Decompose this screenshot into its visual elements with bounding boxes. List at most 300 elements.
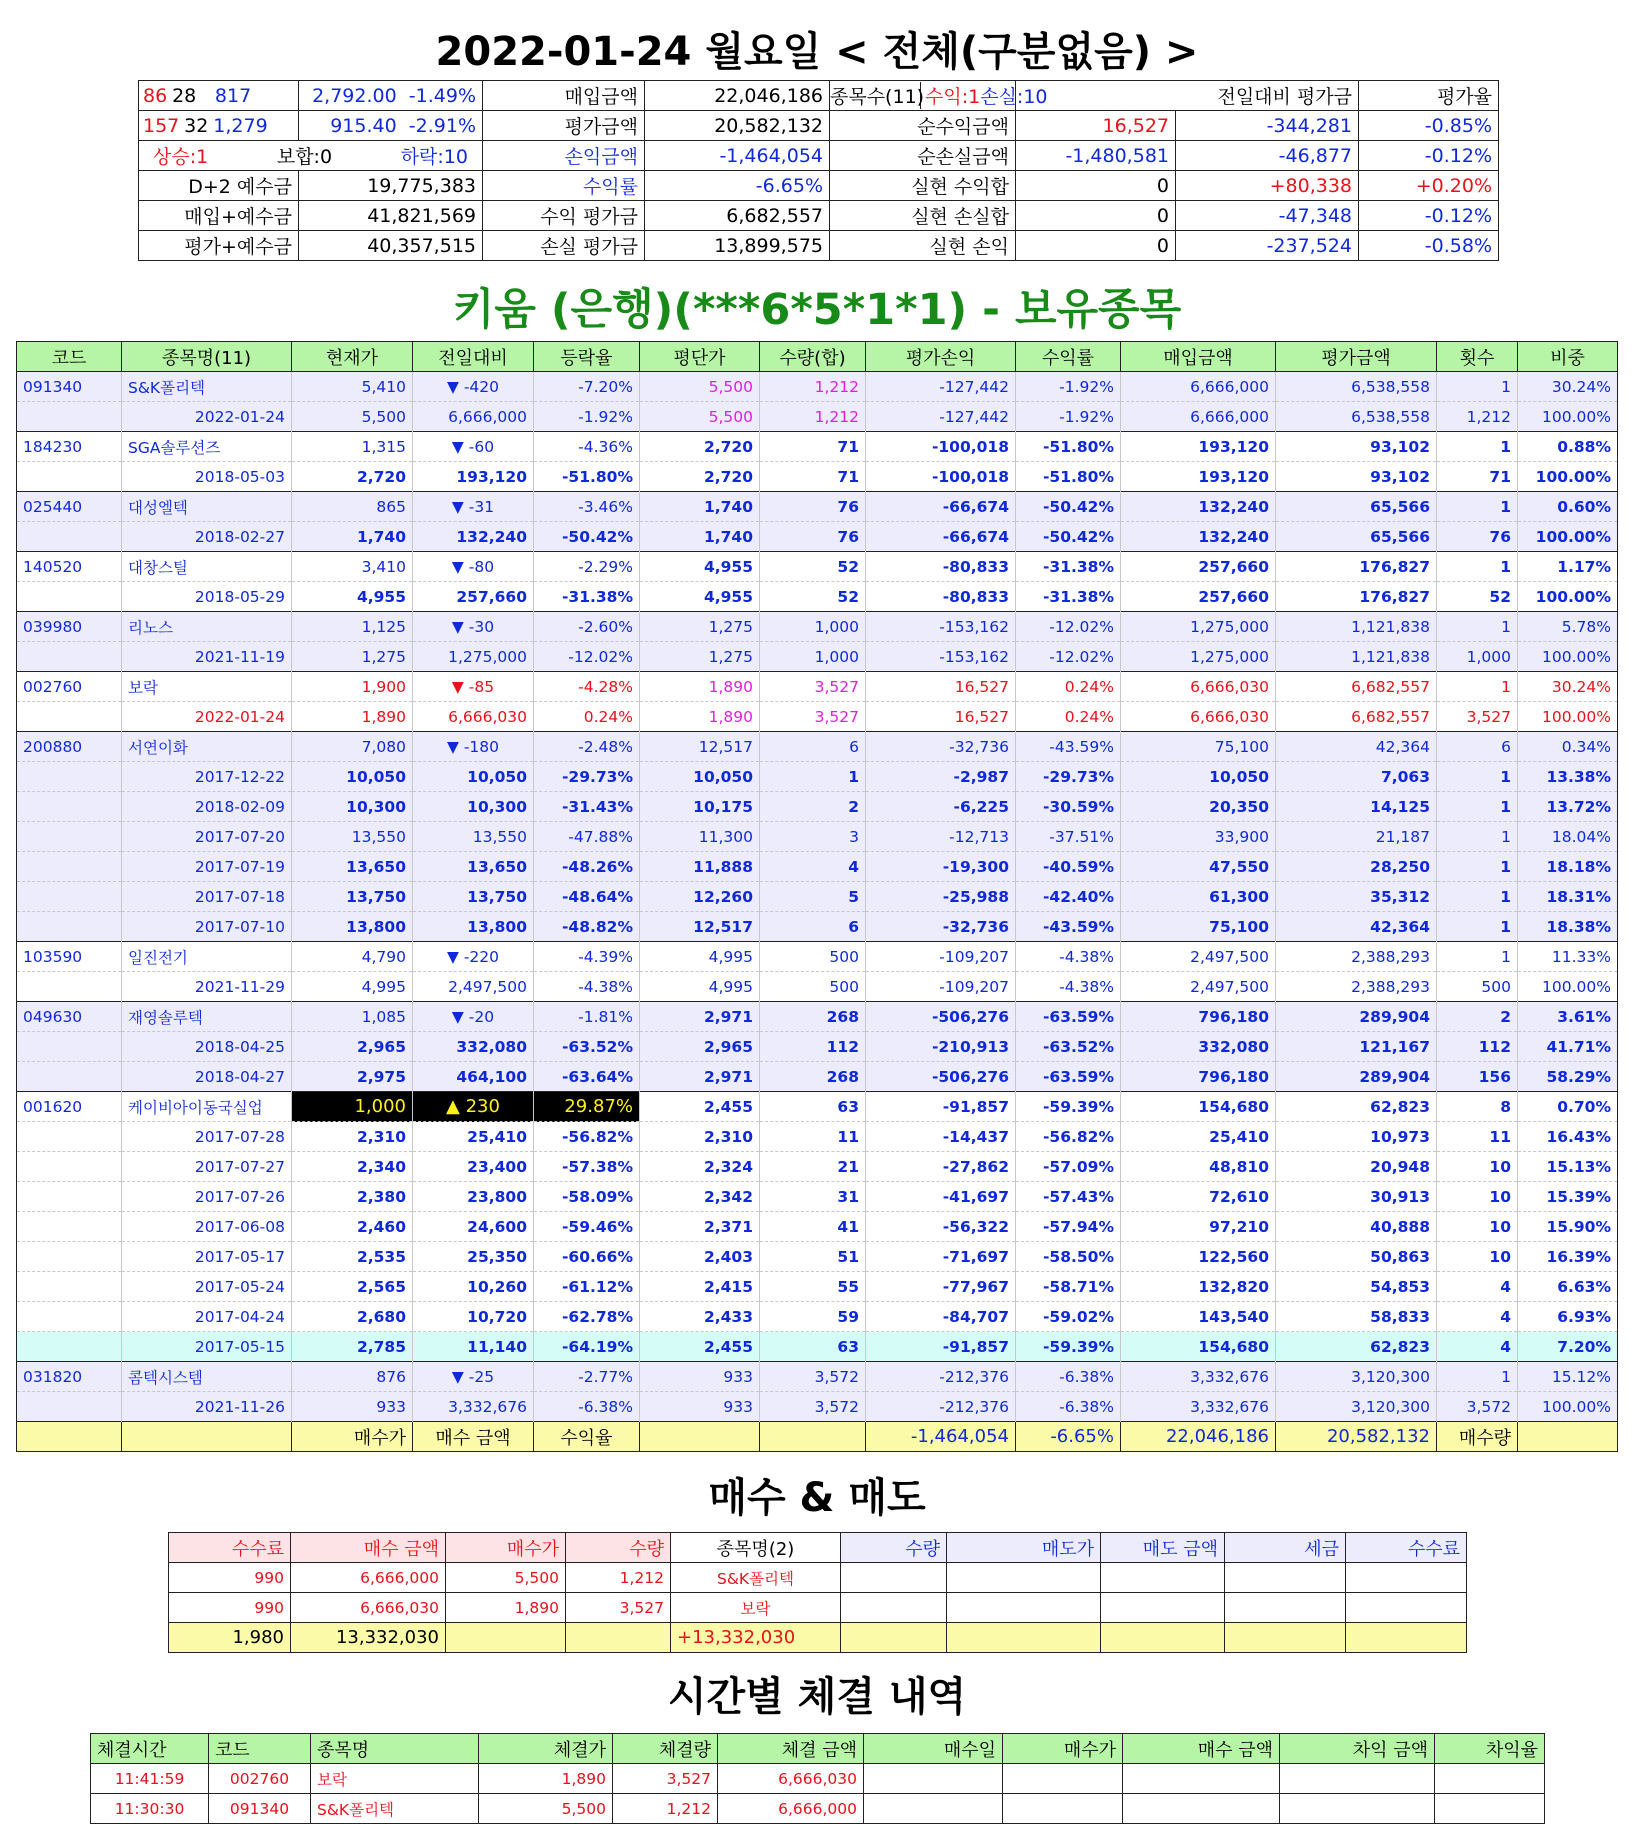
value: 40,357,515 xyxy=(299,231,483,261)
footer-cell xyxy=(566,1623,671,1653)
cell: 52 xyxy=(760,582,866,612)
footer-cell: -6.65% xyxy=(1016,1422,1121,1452)
cell: -4.38% xyxy=(534,972,640,1002)
cell: -77,967 xyxy=(866,1272,1016,1302)
column-header: 평가금액 xyxy=(1276,342,1437,372)
holding-row xyxy=(17,1062,1618,1092)
cell: 24,600 xyxy=(413,1212,534,1242)
cell: -71,697 xyxy=(866,1242,1016,1272)
cell: 51 xyxy=(760,1242,866,1272)
cell: 2,565 xyxy=(292,1272,413,1302)
holding-row xyxy=(17,1122,1618,1152)
cell: 1 xyxy=(1437,672,1518,702)
cell: 257,660 xyxy=(413,582,534,612)
cell: -29.73% xyxy=(1016,762,1121,792)
cell: 11 xyxy=(760,1122,866,1152)
cell: 11,888 xyxy=(640,852,760,882)
holding-row xyxy=(17,762,1618,792)
cell: 1,275 xyxy=(292,642,413,672)
cell: 76 xyxy=(760,492,866,522)
column-header: 체결량 xyxy=(613,1734,718,1764)
cell: -56.82% xyxy=(534,1122,640,1152)
buy-date: 2018-05-29 xyxy=(122,582,292,612)
buy-date: 2021-11-19 xyxy=(122,642,292,672)
cell: 8 xyxy=(1437,1092,1518,1122)
cell: 5,500 xyxy=(640,402,760,432)
cell: -63.52% xyxy=(1016,1032,1121,1062)
stock-code xyxy=(17,1332,122,1362)
holding-row xyxy=(17,372,1618,402)
cell: 933 xyxy=(640,1362,760,1392)
cell: -63.59% xyxy=(1016,1002,1121,1032)
cell: -40.59% xyxy=(1016,852,1121,882)
cell: 1 xyxy=(1437,792,1518,822)
trade-row xyxy=(169,1563,1467,1593)
cell: 1 xyxy=(1437,1362,1518,1392)
cell: 40,888 xyxy=(1276,1212,1437,1242)
label: 손실 평가금 xyxy=(483,231,645,261)
trade-footer-row xyxy=(169,1623,1467,1653)
buy-date: 2021-11-26 xyxy=(122,1392,292,1422)
column-header: 현재가 xyxy=(292,342,413,372)
cell: 10,720 xyxy=(413,1302,534,1332)
cell: -48.82% xyxy=(534,912,640,942)
stock-code xyxy=(17,582,122,612)
cell: 122,560 xyxy=(1121,1242,1276,1272)
cell: -50.42% xyxy=(1016,492,1121,522)
label: 전일대비 평가금 xyxy=(1016,81,1359,111)
cell: 2,720 xyxy=(292,462,413,492)
cell: -1.92% xyxy=(1016,402,1121,432)
cell: -2.60% xyxy=(534,612,640,642)
cell: -14,437 xyxy=(866,1122,1016,1152)
cell: -4.39% xyxy=(534,942,640,972)
cell: -506,276 xyxy=(866,1062,1016,1092)
footer-cell: 매수량 xyxy=(1437,1422,1518,1452)
cell: -4.38% xyxy=(1016,972,1121,1002)
cell: 13,750 xyxy=(413,882,534,912)
footer-cell xyxy=(1101,1623,1225,1653)
cell: 1,890 xyxy=(640,702,760,732)
cell: 50,863 xyxy=(1276,1242,1437,1272)
cell: 1.17% xyxy=(1518,552,1618,582)
cell: 15.12% xyxy=(1518,1362,1618,1392)
stock-code xyxy=(17,402,122,432)
cell: 18.38% xyxy=(1518,912,1618,942)
cell: 3 xyxy=(760,822,866,852)
cell: 6.63% xyxy=(1518,1272,1618,1302)
column-header: 수량 xyxy=(566,1533,671,1563)
stock-code: 103590 xyxy=(17,942,122,972)
cell: 091340 xyxy=(209,1794,311,1824)
cell: 154,680 xyxy=(1121,1332,1276,1362)
cell: -212,376 xyxy=(866,1362,1016,1392)
cell: 1,212 xyxy=(613,1794,718,1824)
cell: 13,550 xyxy=(413,822,534,852)
cell: ▼ -20 xyxy=(413,1002,534,1032)
stock-code xyxy=(17,1152,122,1182)
cell: -64.19% xyxy=(534,1332,640,1362)
cell: 62,823 xyxy=(1276,1332,1437,1362)
cell: 1,212 xyxy=(760,402,866,432)
cell: 2,720 xyxy=(640,432,760,462)
cell: -50.42% xyxy=(534,522,640,552)
cell: 2,497,500 xyxy=(1121,942,1276,972)
cell: 93,102 xyxy=(1276,462,1437,492)
cell: 58,833 xyxy=(1276,1302,1437,1332)
cell: -3.46% xyxy=(534,492,640,522)
cell: -61.12% xyxy=(534,1272,640,1302)
cell: 1,890 xyxy=(446,1593,566,1623)
cell: 1,000 xyxy=(1437,642,1518,672)
cell: 3,332,676 xyxy=(413,1392,534,1422)
column-header: 체결시간 xyxy=(91,1734,209,1764)
cell: 10,050 xyxy=(292,762,413,792)
cell: -12.02% xyxy=(1016,642,1121,672)
cell: -50.42% xyxy=(1016,522,1121,552)
value: -1,480,581 xyxy=(1016,141,1176,171)
value: -0.12% xyxy=(1359,201,1499,231)
cell: -7.20% xyxy=(534,372,640,402)
cell: 3,410 xyxy=(292,552,413,582)
cell: 268 xyxy=(760,1002,866,1032)
cell: 3,572 xyxy=(1437,1392,1518,1422)
cell: 2,324 xyxy=(640,1152,760,1182)
cell: 4,995 xyxy=(640,972,760,1002)
cell: 100.00% xyxy=(1518,972,1618,1002)
cell xyxy=(1225,1593,1346,1623)
cell: 12,517 xyxy=(640,912,760,942)
footer-cell xyxy=(1225,1623,1346,1653)
holding-row xyxy=(17,432,1618,462)
holding-row xyxy=(17,1182,1618,1212)
cell: -84,707 xyxy=(866,1302,1016,1332)
cell: ▲ 230 xyxy=(413,1092,534,1122)
cell xyxy=(947,1563,1101,1593)
cell: 16.43% xyxy=(1518,1122,1618,1152)
cell: -59.39% xyxy=(1016,1092,1121,1122)
cell: -37.51% xyxy=(1016,822,1121,852)
footer-cell xyxy=(640,1422,760,1452)
cell: 10,175 xyxy=(640,792,760,822)
stock-code: 001620 xyxy=(17,1092,122,1122)
cell: 10,300 xyxy=(292,792,413,822)
cell xyxy=(1435,1764,1545,1794)
value: -344,281 xyxy=(1176,111,1359,141)
cell: 257,660 xyxy=(1121,582,1276,612)
cell: 47,550 xyxy=(1121,852,1276,882)
value: 41,821,569 xyxy=(299,201,483,231)
cell: 10,973 xyxy=(1276,1122,1437,1152)
footer-cell: 20,582,132 xyxy=(1276,1422,1437,1452)
cell: 1,740 xyxy=(292,522,413,552)
cell: 3,527 xyxy=(1437,702,1518,732)
cell: 6,538,558 xyxy=(1276,402,1437,432)
cell: 2,433 xyxy=(640,1302,760,1332)
cell: -12.02% xyxy=(1016,612,1121,642)
cell: 61,300 xyxy=(1121,882,1276,912)
footer-cell xyxy=(446,1623,566,1653)
footer-cell: 1,980 xyxy=(169,1623,291,1653)
stock-code xyxy=(17,642,122,672)
cell: -51.80% xyxy=(1016,432,1121,462)
column-header: 종목명(2) xyxy=(671,1533,841,1563)
cell: ▼ -85 xyxy=(413,672,534,702)
cell: 464,100 xyxy=(413,1062,534,1092)
cell: -51.80% xyxy=(534,462,640,492)
cell: 4,955 xyxy=(640,552,760,582)
cell: 1 xyxy=(1437,822,1518,852)
value: 0 xyxy=(1016,231,1176,261)
holding-row xyxy=(17,402,1618,432)
cell: 2,785 xyxy=(292,1332,413,1362)
stock-code: 002760 xyxy=(17,672,122,702)
stock-name: 케이비아이동국실업 xyxy=(122,1092,292,1122)
execution-table xyxy=(90,1733,1545,1824)
cell: 18.04% xyxy=(1518,822,1618,852)
cell: 2,720 xyxy=(640,462,760,492)
footer-cell xyxy=(122,1422,292,1452)
stock-code xyxy=(17,972,122,1002)
cell: 6,666,030 xyxy=(1121,672,1276,702)
cell: 2,535 xyxy=(292,1242,413,1272)
cell: 2,415 xyxy=(640,1272,760,1302)
cell: 2,455 xyxy=(640,1092,760,1122)
cell: 29.87% xyxy=(534,1092,640,1122)
cell: -59.39% xyxy=(1016,1332,1121,1362)
cell: -1.81% xyxy=(534,1002,640,1032)
cell: -31.38% xyxy=(1016,552,1121,582)
cell: -59.02% xyxy=(1016,1302,1121,1332)
cell: ▼ -220 xyxy=(413,942,534,972)
stock-code: 031820 xyxy=(17,1362,122,1392)
cell: 1 xyxy=(1437,942,1518,972)
cell: 2,975 xyxy=(292,1062,413,1092)
cell: 121,167 xyxy=(1276,1032,1437,1062)
column-header: 세금 xyxy=(1225,1533,1346,1563)
cell: 41 xyxy=(760,1212,866,1242)
label: 매입금액 xyxy=(483,81,645,111)
cell: 97,210 xyxy=(1121,1212,1276,1242)
cell: 2,342 xyxy=(640,1182,760,1212)
cell: 6,666,030 xyxy=(413,702,534,732)
cell: 63 xyxy=(760,1332,866,1362)
stock-name: SGA솔루션즈 xyxy=(122,432,292,462)
cell: 176,827 xyxy=(1276,582,1437,612)
cell: -58.09% xyxy=(534,1182,640,1212)
cell: 132,240 xyxy=(1121,522,1276,552)
cell: 3,572 xyxy=(760,1392,866,1422)
cell: 76 xyxy=(760,522,866,552)
stock-code xyxy=(17,1032,122,1062)
cell: 52 xyxy=(760,552,866,582)
buy-date: 2021-11-29 xyxy=(122,972,292,1002)
stock-code xyxy=(17,1392,122,1422)
cell: -109,207 xyxy=(866,942,1016,972)
summary-row xyxy=(139,171,1499,201)
cell: -31.38% xyxy=(534,582,640,612)
cell: 5.78% xyxy=(1518,612,1618,642)
cell: 75,100 xyxy=(1121,732,1276,762)
column-header: 횟수 xyxy=(1437,342,1518,372)
cell: 132,820 xyxy=(1121,1272,1276,1302)
cell xyxy=(864,1794,1003,1824)
cell: -12,713 xyxy=(866,822,1016,852)
cell: -2.29% xyxy=(534,552,640,582)
buy-date: 2017-07-27 xyxy=(122,1152,292,1182)
cell: -27,862 xyxy=(866,1152,1016,1182)
cell: 4 xyxy=(1437,1302,1518,1332)
cell: -30.59% xyxy=(1016,792,1121,822)
cell: 6.93% xyxy=(1518,1302,1618,1332)
stock-name: 일진전기 xyxy=(122,942,292,972)
cell: 132,240 xyxy=(413,522,534,552)
trade-row xyxy=(169,1593,1467,1623)
cell: 6,666,000 xyxy=(291,1563,446,1593)
cell: 5 xyxy=(760,882,866,912)
cell: 132,240 xyxy=(1121,492,1276,522)
value: +0.20% xyxy=(1359,171,1499,201)
cell: -127,442 xyxy=(866,402,1016,432)
cell: -4.38% xyxy=(1016,942,1121,972)
cell: 3,527 xyxy=(613,1764,718,1794)
cell: 0.24% xyxy=(1016,672,1121,702)
stock-code xyxy=(17,762,122,792)
summary-row xyxy=(139,141,1499,171)
cell: 3.61% xyxy=(1518,1002,1618,1032)
cell: 6,666,030 xyxy=(718,1764,864,1794)
stock-code xyxy=(17,882,122,912)
footer-cell: 13,332,030 xyxy=(291,1623,446,1653)
value: -0.12% xyxy=(1359,141,1499,171)
trade-header-row xyxy=(169,1533,1467,1563)
holding-row xyxy=(17,1002,1618,1032)
holding-row xyxy=(17,1032,1618,1062)
stock-name: 리노스 xyxy=(122,612,292,642)
cell: 10 xyxy=(1437,1182,1518,1212)
cell: 2 xyxy=(1437,1002,1518,1032)
cell: 33,900 xyxy=(1121,822,1276,852)
buy-date: 2018-04-27 xyxy=(122,1062,292,1092)
cell: 3,332,676 xyxy=(1121,1362,1276,1392)
value: 0 xyxy=(1016,201,1176,231)
holding-row xyxy=(17,1332,1618,1362)
cell: 100.00% xyxy=(1518,582,1618,612)
cell: 4 xyxy=(1437,1272,1518,1302)
cell: -19,300 xyxy=(866,852,1016,882)
cell: 2,497,500 xyxy=(413,972,534,1002)
cell: 42,364 xyxy=(1276,732,1437,762)
cell: 0.34% xyxy=(1518,732,1618,762)
stock-code: 025440 xyxy=(17,492,122,522)
cell: 1 xyxy=(1437,492,1518,522)
cell: 1,125 xyxy=(292,612,413,642)
cell: 1 xyxy=(1437,852,1518,882)
holding-row xyxy=(17,1242,1618,1272)
cell: 154,680 xyxy=(1121,1092,1276,1122)
cell: 332,080 xyxy=(413,1032,534,1062)
cell: 100.00% xyxy=(1518,522,1618,552)
cell: ▼ -31 xyxy=(413,492,534,522)
cell: 6 xyxy=(1437,732,1518,762)
summary-row xyxy=(139,81,1499,111)
cell: -100,018 xyxy=(866,462,1016,492)
cell: 1 xyxy=(1437,882,1518,912)
value: 22,046,186 xyxy=(645,81,830,111)
stock-name: 대창스틸 xyxy=(122,552,292,582)
column-header: 코드 xyxy=(17,342,122,372)
label: 실현 손실합 xyxy=(830,201,1016,231)
cell: 990 xyxy=(169,1563,291,1593)
buy-date: 2017-07-10 xyxy=(122,912,292,942)
cell: 3,527 xyxy=(760,672,866,702)
holding-row xyxy=(17,642,1618,672)
cell: 13.72% xyxy=(1518,792,1618,822)
cell: -2.77% xyxy=(534,1362,640,1392)
stock-code: 091340 xyxy=(17,372,122,402)
cell xyxy=(1280,1764,1435,1794)
trade-title: 매수 & 매도 xyxy=(708,1475,926,1521)
holding-row xyxy=(17,1152,1618,1182)
cell xyxy=(1101,1593,1225,1623)
holding-row xyxy=(17,852,1618,882)
cell: 1,212 xyxy=(760,372,866,402)
cell: 1,275,000 xyxy=(1121,612,1276,642)
value: -6.65% xyxy=(645,171,830,201)
cell: 876 xyxy=(292,1362,413,1392)
holding-row xyxy=(17,732,1618,762)
cell: 6,682,557 xyxy=(1276,672,1437,702)
buy-date: 2017-06-08 xyxy=(122,1212,292,1242)
cell: 28,250 xyxy=(1276,852,1437,882)
cell: -48.64% xyxy=(534,882,640,912)
cell: 1,275 xyxy=(640,642,760,672)
cell: 4,955 xyxy=(640,582,760,612)
cell: -6,225 xyxy=(866,792,1016,822)
cell: 2,388,293 xyxy=(1276,942,1437,972)
cell: 112 xyxy=(1437,1032,1518,1062)
stock-code xyxy=(17,1302,122,1332)
cell: 16,527 xyxy=(866,702,1016,732)
cell: -2,987 xyxy=(866,762,1016,792)
value: -46,877 xyxy=(1176,141,1359,171)
buy-date: 2017-04-24 xyxy=(122,1302,292,1332)
holding-row xyxy=(17,792,1618,822)
column-header: 평단가 xyxy=(640,342,760,372)
holding-row xyxy=(17,612,1618,642)
cell: -91,857 xyxy=(866,1332,1016,1362)
kosdaq-cell: 915.40 -2.91% xyxy=(299,111,483,141)
cell: 1,740 xyxy=(640,522,760,552)
cell: -56.82% xyxy=(1016,1122,1121,1152)
cell: 6,666,030 xyxy=(291,1593,446,1623)
cell: -43.59% xyxy=(1016,732,1121,762)
cell: -62.78% xyxy=(534,1302,640,1332)
cell: 0.88% xyxy=(1518,432,1618,462)
cell: 193,120 xyxy=(413,462,534,492)
cell: 865 xyxy=(292,492,413,522)
cell: 1,275,000 xyxy=(413,642,534,672)
cell: -210,913 xyxy=(866,1032,1016,1062)
buy-date: 2017-07-20 xyxy=(122,822,292,852)
cell: 1,212 xyxy=(1437,402,1518,432)
label: 수익 평가금 xyxy=(483,201,645,231)
cell: -47.88% xyxy=(534,822,640,852)
cell: 7.20% xyxy=(1518,1332,1618,1362)
cell xyxy=(1123,1764,1280,1794)
cell: -63.64% xyxy=(534,1062,640,1092)
cell: -506,276 xyxy=(866,1002,1016,1032)
